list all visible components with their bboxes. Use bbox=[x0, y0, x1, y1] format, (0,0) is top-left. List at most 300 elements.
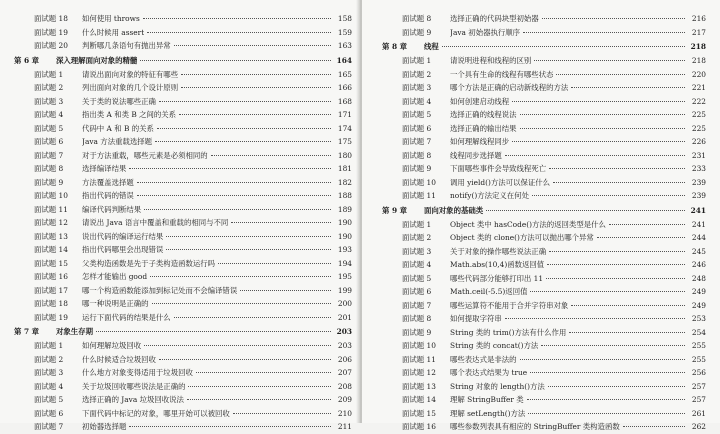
question-title: 对于方法重载，哪些元素是必须相同的 bbox=[82, 150, 208, 160]
toc-entry bbox=[14, 380, 352, 394]
page-number: 217 bbox=[691, 27, 706, 37]
dot-leader bbox=[181, 74, 331, 75]
dot-leader bbox=[211, 155, 331, 156]
dot-leader bbox=[623, 426, 685, 427]
question-number: 面试题 1 bbox=[34, 69, 64, 79]
toc-chapter-heading bbox=[382, 204, 706, 218]
toc-entry bbox=[382, 272, 706, 286]
toc-entry bbox=[14, 339, 352, 353]
toc-entry bbox=[382, 54, 706, 68]
question-title: 哪些参数列表具有相应的 StringBuffer 类构造函数 bbox=[450, 422, 620, 431]
question-title: 调用 yield()方法可以保证什么 bbox=[450, 177, 551, 187]
question-number: 面试题 16 bbox=[402, 422, 436, 431]
question-number: 面试题 1 bbox=[402, 56, 432, 65]
chapter-number: 第 6 章 bbox=[14, 55, 40, 65]
question-number: 面试题 13 bbox=[402, 381, 436, 391]
question-number: 面试题 8 bbox=[402, 150, 432, 160]
question-title: 哪一个构造函数能添加到标记处而不会编译错误 bbox=[82, 285, 238, 295]
toc-entry bbox=[382, 231, 706, 245]
dot-leader bbox=[137, 182, 331, 183]
toc-entry bbox=[382, 12, 706, 26]
question-title: 请说出 Java 语言中覆盖和重载的相同与不同 bbox=[82, 218, 229, 227]
question-number: 面试题 3 bbox=[34, 96, 64, 106]
toc-entry bbox=[382, 95, 706, 109]
page-number: 248 bbox=[691, 273, 706, 283]
question-title: String 对象的 length()方法 bbox=[450, 381, 545, 391]
toc-entry bbox=[382, 366, 706, 380]
question-title: 方法覆盖选择题 bbox=[82, 177, 134, 187]
toc-entry bbox=[14, 95, 352, 109]
dot-leader bbox=[143, 18, 331, 19]
question-number: 面试题 11 bbox=[402, 354, 436, 364]
page-number: 218 bbox=[690, 42, 706, 51]
question-title: 如何理解垃圾回收 bbox=[82, 341, 142, 350]
toc-entry bbox=[14, 39, 352, 53]
toc-entry bbox=[14, 68, 352, 82]
toc-entry bbox=[14, 230, 352, 244]
dot-leader bbox=[166, 236, 331, 237]
toc-chapter-heading bbox=[14, 54, 352, 68]
page-number: 245 bbox=[691, 246, 706, 256]
question-number: 面试题 2 bbox=[402, 233, 432, 242]
toc-entry bbox=[382, 326, 706, 340]
toc-entry bbox=[14, 407, 352, 421]
toc-entry bbox=[14, 311, 352, 325]
question-title: Object 类中 hasCode()方法的返回类型是什么 bbox=[450, 219, 606, 229]
page-number: 246 bbox=[691, 260, 706, 269]
page-number: 225 bbox=[691, 123, 706, 133]
question-title: 关于垃圾回收哪些说法是正确的 bbox=[82, 381, 186, 391]
page-number: 218 bbox=[691, 56, 706, 65]
question-title: 列出面向对象的几个设计原则 bbox=[82, 83, 179, 92]
page-number: 194 bbox=[337, 258, 352, 268]
dot-leader bbox=[520, 359, 685, 360]
dot-leader bbox=[166, 249, 331, 250]
question-title: 哪些代码部分能够打印出 11 bbox=[450, 273, 544, 283]
toc-entry bbox=[382, 393, 706, 407]
page-number: 189 bbox=[337, 204, 352, 214]
dot-leader bbox=[505, 318, 685, 319]
question-number: 面试题 16 bbox=[34, 272, 68, 281]
page-number: 201 bbox=[337, 312, 352, 322]
question-title: 哪一种说明是正确的 bbox=[82, 299, 149, 308]
page-number: 159 bbox=[337, 27, 352, 37]
page-number: 175 bbox=[337, 137, 352, 146]
chapter-title: 深入理解面向对象的精髓 bbox=[56, 55, 138, 65]
question-title: 指出代码的错误 bbox=[82, 191, 134, 200]
page-number: 199 bbox=[337, 285, 352, 295]
question-title: 选择正确的 Java 垃圾回收说法 bbox=[82, 395, 184, 404]
page-number: 207 bbox=[337, 368, 352, 377]
question-title: 指出类 A 和类 B 之间的关系 bbox=[82, 110, 177, 119]
question-title: 理解 StringBuffer 类 bbox=[450, 395, 524, 404]
page-number: 164 bbox=[336, 55, 352, 65]
dot-leader bbox=[523, 32, 685, 33]
toc-entry bbox=[14, 162, 352, 176]
dot-leader bbox=[144, 209, 331, 210]
page-number: 182 bbox=[337, 177, 352, 187]
toc-entry bbox=[14, 257, 352, 271]
toc-entry bbox=[382, 258, 706, 272]
page-number: 249 bbox=[691, 300, 706, 310]
question-title: 如何理解线程同步 bbox=[450, 137, 510, 146]
toc-entry bbox=[14, 122, 352, 136]
question-title: 下面哪些事件会导致线程死亡 bbox=[450, 164, 547, 173]
dot-leader bbox=[181, 87, 331, 88]
question-number: 面试题 2 bbox=[34, 83, 64, 92]
page-number: 209 bbox=[337, 395, 352, 404]
question-number: 面试题 19 bbox=[34, 27, 68, 37]
dot-leader bbox=[486, 210, 685, 211]
question-number: 面试题 6 bbox=[34, 137, 64, 146]
page-number: 253 bbox=[691, 314, 706, 323]
question-title: 什么时候用 assert bbox=[82, 27, 145, 37]
page-number: 203 bbox=[336, 327, 352, 336]
question-title: 关于类的说法哪些正确 bbox=[82, 96, 156, 106]
question-title: 请说明进程和线程的区别 bbox=[450, 56, 532, 65]
page-number: 261 bbox=[691, 408, 706, 418]
page-number: 210 bbox=[337, 408, 352, 418]
question-number: 面试题 5 bbox=[402, 110, 432, 119]
page-number: 249 bbox=[691, 287, 706, 296]
toc-entry bbox=[14, 203, 352, 217]
question-title: 线程同步选择题 bbox=[450, 150, 502, 160]
question-title: Math.ceil(-5.5)返回值 bbox=[450, 287, 528, 296]
toc-entry bbox=[14, 243, 352, 257]
toc-entry bbox=[382, 26, 706, 40]
chapter-number: 第 9 章 bbox=[382, 205, 408, 215]
question-number: 面试题 1 bbox=[402, 219, 432, 229]
dot-leader bbox=[528, 413, 685, 414]
question-number: 面试题 13 bbox=[34, 231, 68, 241]
toc-entry bbox=[14, 189, 352, 203]
toc-entry bbox=[14, 284, 352, 298]
toc-entry bbox=[14, 12, 352, 26]
page-number: 233 bbox=[691, 164, 706, 173]
question-title: 选择正确的输出结果 bbox=[450, 123, 517, 133]
toc-entry bbox=[382, 176, 706, 190]
dot-leader bbox=[549, 168, 685, 169]
page-number: 226 bbox=[691, 137, 706, 146]
dot-leader bbox=[556, 74, 685, 75]
dot-leader bbox=[571, 305, 685, 306]
question-title: 哪个方法是正确的启动新线程的方法 bbox=[450, 83, 569, 92]
question-title: 代码中 A 和 B 的关系 bbox=[82, 123, 154, 133]
page-number: 174 bbox=[337, 123, 352, 133]
page-number: 166 bbox=[337, 83, 352, 92]
dot-leader bbox=[609, 224, 685, 225]
question-number: 面试题 18 bbox=[34, 14, 68, 23]
question-number: 面试题 1 bbox=[34, 341, 64, 350]
page-number: 203 bbox=[337, 341, 352, 350]
toc-entry bbox=[14, 297, 352, 311]
question-title: 父类构造函数是先于子类构造函数运行吗 bbox=[82, 258, 216, 268]
chapter-number: 第 7 章 bbox=[14, 327, 40, 336]
toc-entry bbox=[382, 162, 706, 176]
question-title: 一个具有生命的线程有哪些状态 bbox=[450, 69, 554, 79]
toc-entry bbox=[14, 270, 352, 284]
dot-leader bbox=[152, 303, 331, 304]
page-number: 171 bbox=[337, 110, 352, 119]
question-number: 面试题 3 bbox=[402, 83, 432, 92]
question-number: 面试题 4 bbox=[34, 381, 64, 391]
dot-leader bbox=[129, 426, 331, 427]
question-number: 面试题 7 bbox=[34, 150, 64, 160]
toc-entry bbox=[14, 176, 352, 190]
dot-leader bbox=[155, 141, 331, 142]
toc-entry bbox=[14, 366, 352, 380]
question-number: 面试题 7 bbox=[402, 137, 432, 146]
dot-leader bbox=[553, 182, 685, 183]
toc-entry bbox=[382, 189, 706, 203]
question-number: 面试题 5 bbox=[34, 123, 64, 133]
dot-leader bbox=[174, 317, 331, 318]
question-number: 面试题 20 bbox=[34, 41, 68, 50]
question-title: 指出代码哪里会出现错误 bbox=[82, 245, 164, 254]
dot-leader bbox=[534, 60, 685, 61]
page-number: 163 bbox=[337, 41, 352, 50]
dot-leader bbox=[512, 101, 685, 102]
question-title: 选择正确的代码块型初始器 bbox=[450, 14, 539, 23]
toc-entry bbox=[382, 218, 706, 232]
dot-leader bbox=[512, 141, 685, 142]
dot-leader bbox=[520, 128, 685, 129]
question-title: 如何提取字符串 bbox=[450, 314, 502, 323]
page-number: 241 bbox=[691, 219, 706, 229]
question-title: 哪些表达式是非法的 bbox=[450, 354, 517, 364]
toc-entry bbox=[382, 299, 706, 313]
toc-entry bbox=[14, 420, 352, 434]
question-title: 初始器选择题 bbox=[82, 422, 127, 431]
dot-leader bbox=[520, 114, 685, 115]
toc-entry bbox=[382, 285, 706, 299]
toc-entry bbox=[14, 26, 352, 40]
dot-leader bbox=[159, 101, 331, 102]
question-number: 面试题 3 bbox=[34, 368, 64, 377]
question-title: 如何使用 throws bbox=[82, 14, 140, 23]
toc-entry bbox=[382, 81, 706, 95]
question-number: 面试题 3 bbox=[402, 246, 432, 256]
question-number: 面试题 4 bbox=[402, 260, 432, 269]
question-number: 面试题 2 bbox=[402, 69, 432, 79]
question-number: 面试题 6 bbox=[402, 287, 432, 296]
dot-leader bbox=[218, 263, 331, 264]
page-number: 168 bbox=[337, 96, 352, 106]
question-number: 面试题 11 bbox=[34, 204, 68, 214]
chapter-title: 面向对象的基础类 bbox=[424, 205, 484, 215]
question-number: 面试题 8 bbox=[402, 14, 432, 23]
page-number: 225 bbox=[691, 110, 706, 119]
page-number: 257 bbox=[691, 381, 706, 391]
toc-entry bbox=[382, 108, 706, 122]
question-title: notify()方法定义在何处 bbox=[450, 191, 529, 200]
dot-leader bbox=[196, 372, 331, 373]
page-number: 262 bbox=[691, 422, 706, 431]
page-number: 193 bbox=[337, 245, 352, 254]
question-title: 说出代码的编译运行结果 bbox=[82, 231, 164, 241]
question-title: 哪个表达式结果为 true bbox=[450, 368, 528, 377]
toc-entry bbox=[382, 312, 706, 326]
toc-entry bbox=[382, 68, 706, 82]
question-number: 面试题 14 bbox=[402, 395, 436, 404]
page-number: 239 bbox=[691, 177, 706, 187]
toc-entry bbox=[382, 407, 706, 421]
chapter-number: 第 8 章 bbox=[382, 42, 408, 51]
question-title: String 类的 concat()方法 bbox=[450, 341, 539, 350]
dot-leader bbox=[549, 251, 685, 252]
page-number: 256 bbox=[691, 368, 706, 377]
toc-entry bbox=[14, 393, 352, 407]
question-title: 选择正确的线程说法 bbox=[450, 110, 517, 119]
dot-leader bbox=[547, 264, 685, 265]
question-number: 面试题 6 bbox=[34, 408, 64, 418]
question-title: 哪些运算符不能用于合并字符串对象 bbox=[450, 300, 569, 310]
question-number: 面试题 9 bbox=[402, 327, 432, 337]
chapter-title: 线程 bbox=[424, 42, 439, 51]
dot-leader bbox=[546, 278, 685, 279]
toc-entry bbox=[14, 108, 352, 122]
toc-entry bbox=[382, 135, 706, 149]
toc-entry bbox=[14, 216, 352, 230]
toc-entry bbox=[14, 135, 352, 149]
dot-leader bbox=[597, 237, 685, 238]
dot-leader bbox=[571, 87, 685, 88]
question-number: 面试题 7 bbox=[402, 300, 432, 310]
question-number: 面试题 6 bbox=[402, 123, 432, 133]
dot-leader bbox=[179, 114, 331, 115]
dot-leader bbox=[548, 386, 685, 387]
question-number: 面试题 19 bbox=[34, 312, 68, 322]
question-number: 面试题 10 bbox=[402, 177, 436, 187]
question-number: 面试题 9 bbox=[402, 27, 432, 37]
dot-leader bbox=[532, 195, 685, 196]
dot-leader bbox=[137, 195, 331, 196]
dot-leader bbox=[231, 222, 331, 223]
toc-entry bbox=[14, 81, 352, 95]
page-number: 216 bbox=[691, 14, 706, 23]
question-title: 判断哪几条语句有抛出异常 bbox=[82, 41, 171, 50]
page-number: 222 bbox=[691, 96, 706, 106]
question-title: Java 初始器执行顺序 bbox=[450, 27, 521, 37]
dot-leader bbox=[240, 290, 331, 291]
question-number: 面试题 7 bbox=[34, 422, 64, 431]
page-number: 244 bbox=[691, 233, 706, 242]
dot-leader bbox=[530, 291, 685, 292]
page-number: 255 bbox=[691, 354, 706, 364]
dot-leader bbox=[140, 60, 331, 61]
page-number: 180 bbox=[337, 150, 352, 160]
question-title: Java 方法重载选择题 bbox=[82, 137, 153, 146]
page-number: 190 bbox=[337, 231, 352, 241]
page-number: 257 bbox=[691, 395, 706, 404]
left-page bbox=[0, 0, 360, 431]
question-number: 面试题 12 bbox=[402, 368, 436, 377]
question-number: 面试题 15 bbox=[402, 408, 436, 418]
dot-leader bbox=[233, 413, 331, 414]
dot-leader bbox=[96, 331, 331, 332]
dot-leader bbox=[188, 386, 331, 387]
question-title: 编译代码判断结果 bbox=[82, 204, 142, 214]
page-number: 255 bbox=[691, 341, 706, 350]
dot-leader bbox=[187, 399, 331, 400]
dot-leader bbox=[157, 128, 331, 129]
page-number: 231 bbox=[691, 150, 706, 160]
toc-entry bbox=[382, 122, 706, 136]
question-number: 面试题 4 bbox=[402, 96, 432, 106]
dot-leader bbox=[159, 359, 331, 360]
question-title: 什么时候适合垃圾回收 bbox=[82, 354, 156, 364]
page-number: 211 bbox=[337, 422, 352, 431]
page-number: 158 bbox=[337, 14, 352, 23]
dot-leader bbox=[541, 345, 685, 346]
dot-leader bbox=[569, 332, 685, 333]
question-number: 面试题 4 bbox=[34, 110, 64, 119]
toc-entry bbox=[382, 420, 706, 434]
dot-leader bbox=[147, 32, 331, 33]
question-number: 面试题 5 bbox=[402, 273, 432, 283]
toc-entry bbox=[382, 245, 706, 259]
page-number: 241 bbox=[690, 205, 706, 215]
question-number: 面试题 11 bbox=[402, 191, 436, 200]
question-number: 面试题 18 bbox=[34, 299, 68, 308]
page-number: 190 bbox=[337, 218, 352, 227]
question-number: 面试题 17 bbox=[34, 285, 68, 295]
page-number: 221 bbox=[691, 83, 706, 92]
question-number: 面试题 5 bbox=[34, 395, 64, 404]
toc-entry bbox=[14, 353, 352, 367]
toc-entry bbox=[382, 380, 706, 394]
page-number: 181 bbox=[337, 164, 352, 173]
question-title: 怎样才能输出 good bbox=[82, 272, 148, 281]
question-title: 关于对象的操作哪些说法正确 bbox=[450, 246, 547, 256]
question-title: 运行下面代码的结果是什么 bbox=[82, 312, 171, 322]
question-title: Object 类的 clone()方法可以抛出哪个异常 bbox=[450, 233, 594, 242]
dot-leader bbox=[542, 18, 685, 19]
question-number: 面试题 8 bbox=[34, 164, 64, 173]
question-number: 面试题 9 bbox=[402, 164, 432, 173]
question-title: 选择编译结果 bbox=[82, 164, 127, 173]
dot-leader bbox=[530, 372, 685, 373]
page-number: 200 bbox=[337, 299, 352, 308]
toc-entry bbox=[382, 353, 706, 367]
dot-leader bbox=[527, 399, 685, 400]
right-page bbox=[362, 0, 720, 431]
toc-entry bbox=[382, 339, 706, 353]
page-number: 208 bbox=[337, 381, 352, 391]
question-title: Math.abs(10,4)函数返回值 bbox=[450, 260, 545, 269]
toc-chapter-heading bbox=[14, 325, 352, 339]
question-number: 面试题 10 bbox=[34, 191, 68, 200]
question-number: 面试题 15 bbox=[34, 258, 68, 268]
page-number: 206 bbox=[337, 354, 352, 364]
dot-leader bbox=[144, 345, 331, 346]
question-number: 面试题 8 bbox=[402, 314, 432, 323]
question-number: 面试题 14 bbox=[34, 245, 68, 254]
question-title: String 类的 trim()方法有什么作用 bbox=[450, 327, 567, 337]
page-number: 195 bbox=[337, 272, 352, 281]
dot-leader bbox=[174, 45, 331, 46]
dot-leader bbox=[505, 155, 685, 156]
question-title: 什么地方对象变得适用于垃圾回收 bbox=[82, 368, 193, 377]
toc-entry bbox=[14, 149, 352, 163]
page-number: 188 bbox=[337, 191, 352, 200]
question-title: 理解 setLength()方法 bbox=[450, 408, 526, 418]
page-number: 254 bbox=[691, 327, 706, 337]
dot-leader bbox=[129, 168, 331, 169]
question-number: 面试题 10 bbox=[402, 341, 436, 350]
dot-leader bbox=[150, 276, 331, 277]
question-title: 如何创建启动线程 bbox=[450, 96, 510, 106]
